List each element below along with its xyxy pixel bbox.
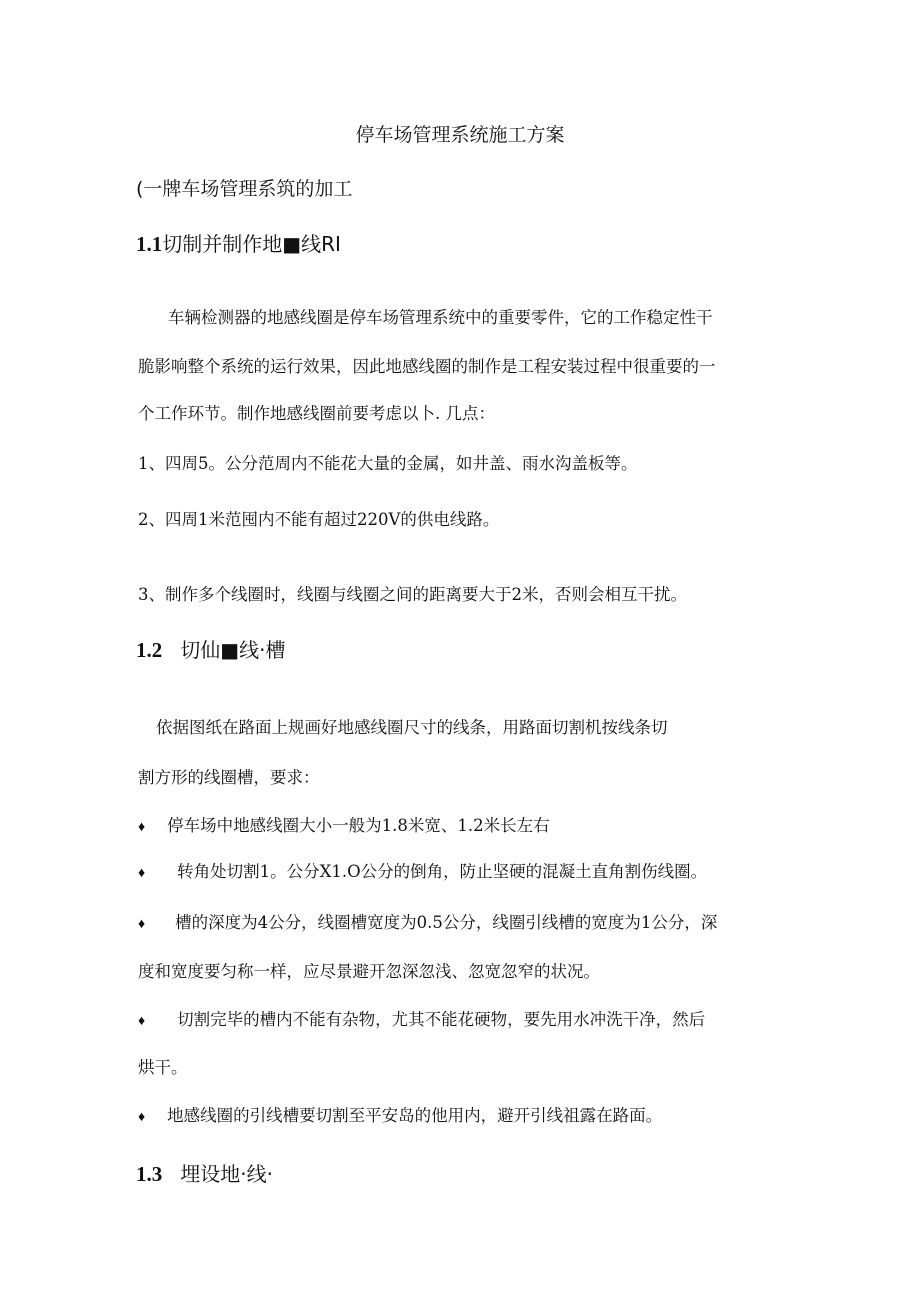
bullet-text: 停车场中地感线圈大小一般为1.8米宽、1.2米长左右: [167, 816, 550, 835]
paragraph-line: 车辆检测器的地感线圈是停车场管理系统中的重要零件，它的工作稳定性干: [168, 308, 713, 327]
bullet-icon: ♦: [138, 1014, 146, 1029]
bullet-item: [138, 1006, 705, 1030]
bullet-item: [138, 858, 707, 882]
bullet-continuation: 度和宽度要匀称一样，应尽景避开忽深忽浅、忽宽忽窄的状况。: [138, 962, 600, 981]
bullet-icon: ♦: [138, 866, 146, 881]
section-number: 1.2: [136, 638, 163, 662]
paragraph-line: 个工作环节。制作地感线圈前要考虑以卜. 几点：: [138, 404, 495, 423]
bullet-text: 转角处切割1。公分X1.O公分的倒角，防止坚硬的混凝土直角割伤线圈。: [177, 862, 708, 881]
section-number: 1.1: [136, 232, 163, 256]
bullet-icon: ♦: [138, 1110, 146, 1125]
bullet-text: 槽的深度为4公分，线圈槽宽度为0.5公分，线圈引线槽的宽度为1公分，深: [175, 913, 718, 932]
bullet-item: [138, 812, 550, 836]
section-number: 1.3: [136, 1162, 163, 1186]
paragraph-line: 依据图纸在路面上规画好地感线圈尺寸的线条，用路面切割机按线条切: [156, 718, 668, 737]
bullet-text: 地感线圈的引线槽要切割至平安岛的他用内，避开引线祖露在路面。: [167, 1106, 663, 1125]
paragraph-line: 脆影响整个系统的运行效果，因此地感线圈的制作是工程安装过程中很重要的一: [138, 357, 716, 376]
section-heading-text: 切制并制作地■线RI: [162, 232, 341, 256]
bullet-continuation: 烘干。: [138, 1058, 188, 1077]
list-item: 2、四周1米范囤内不能有超过220V的供电线路。: [138, 510, 500, 529]
section-heading-1-3: [136, 1158, 273, 1187]
bullet-item: [138, 1102, 662, 1126]
list-item: 3、制作多个线圈时，线圈与线圈之间的距离要大于2米，否则会相互干扰。: [138, 585, 687, 604]
bullet-icon: ♦: [138, 820, 146, 835]
section-heading-text: 切仙■线·槽: [180, 638, 286, 662]
bullet-text: 切割完毕的槽内不能有杂物，尤其不能花硬物，要先用水冲洗干净，然后: [177, 1010, 706, 1029]
section-heading-text: 埋设地·线·: [180, 1162, 273, 1186]
list-item: 1、四周5。公分范周内不能花大量的金属，如井盖、雨水沟盖板等。: [138, 454, 638, 473]
section-heading-main: (一牌车场管理系筑的加工: [136, 178, 353, 200]
bullet-item: [138, 909, 717, 933]
document-title: 停车场管理系统施工方案: [355, 124, 565, 146]
bullet-icon: ♦: [138, 917, 146, 932]
section-heading-1-1: [136, 228, 341, 257]
section-heading-1-2: [136, 634, 286, 663]
paragraph-line: 割方形的线圈槽，要求：: [138, 768, 320, 787]
